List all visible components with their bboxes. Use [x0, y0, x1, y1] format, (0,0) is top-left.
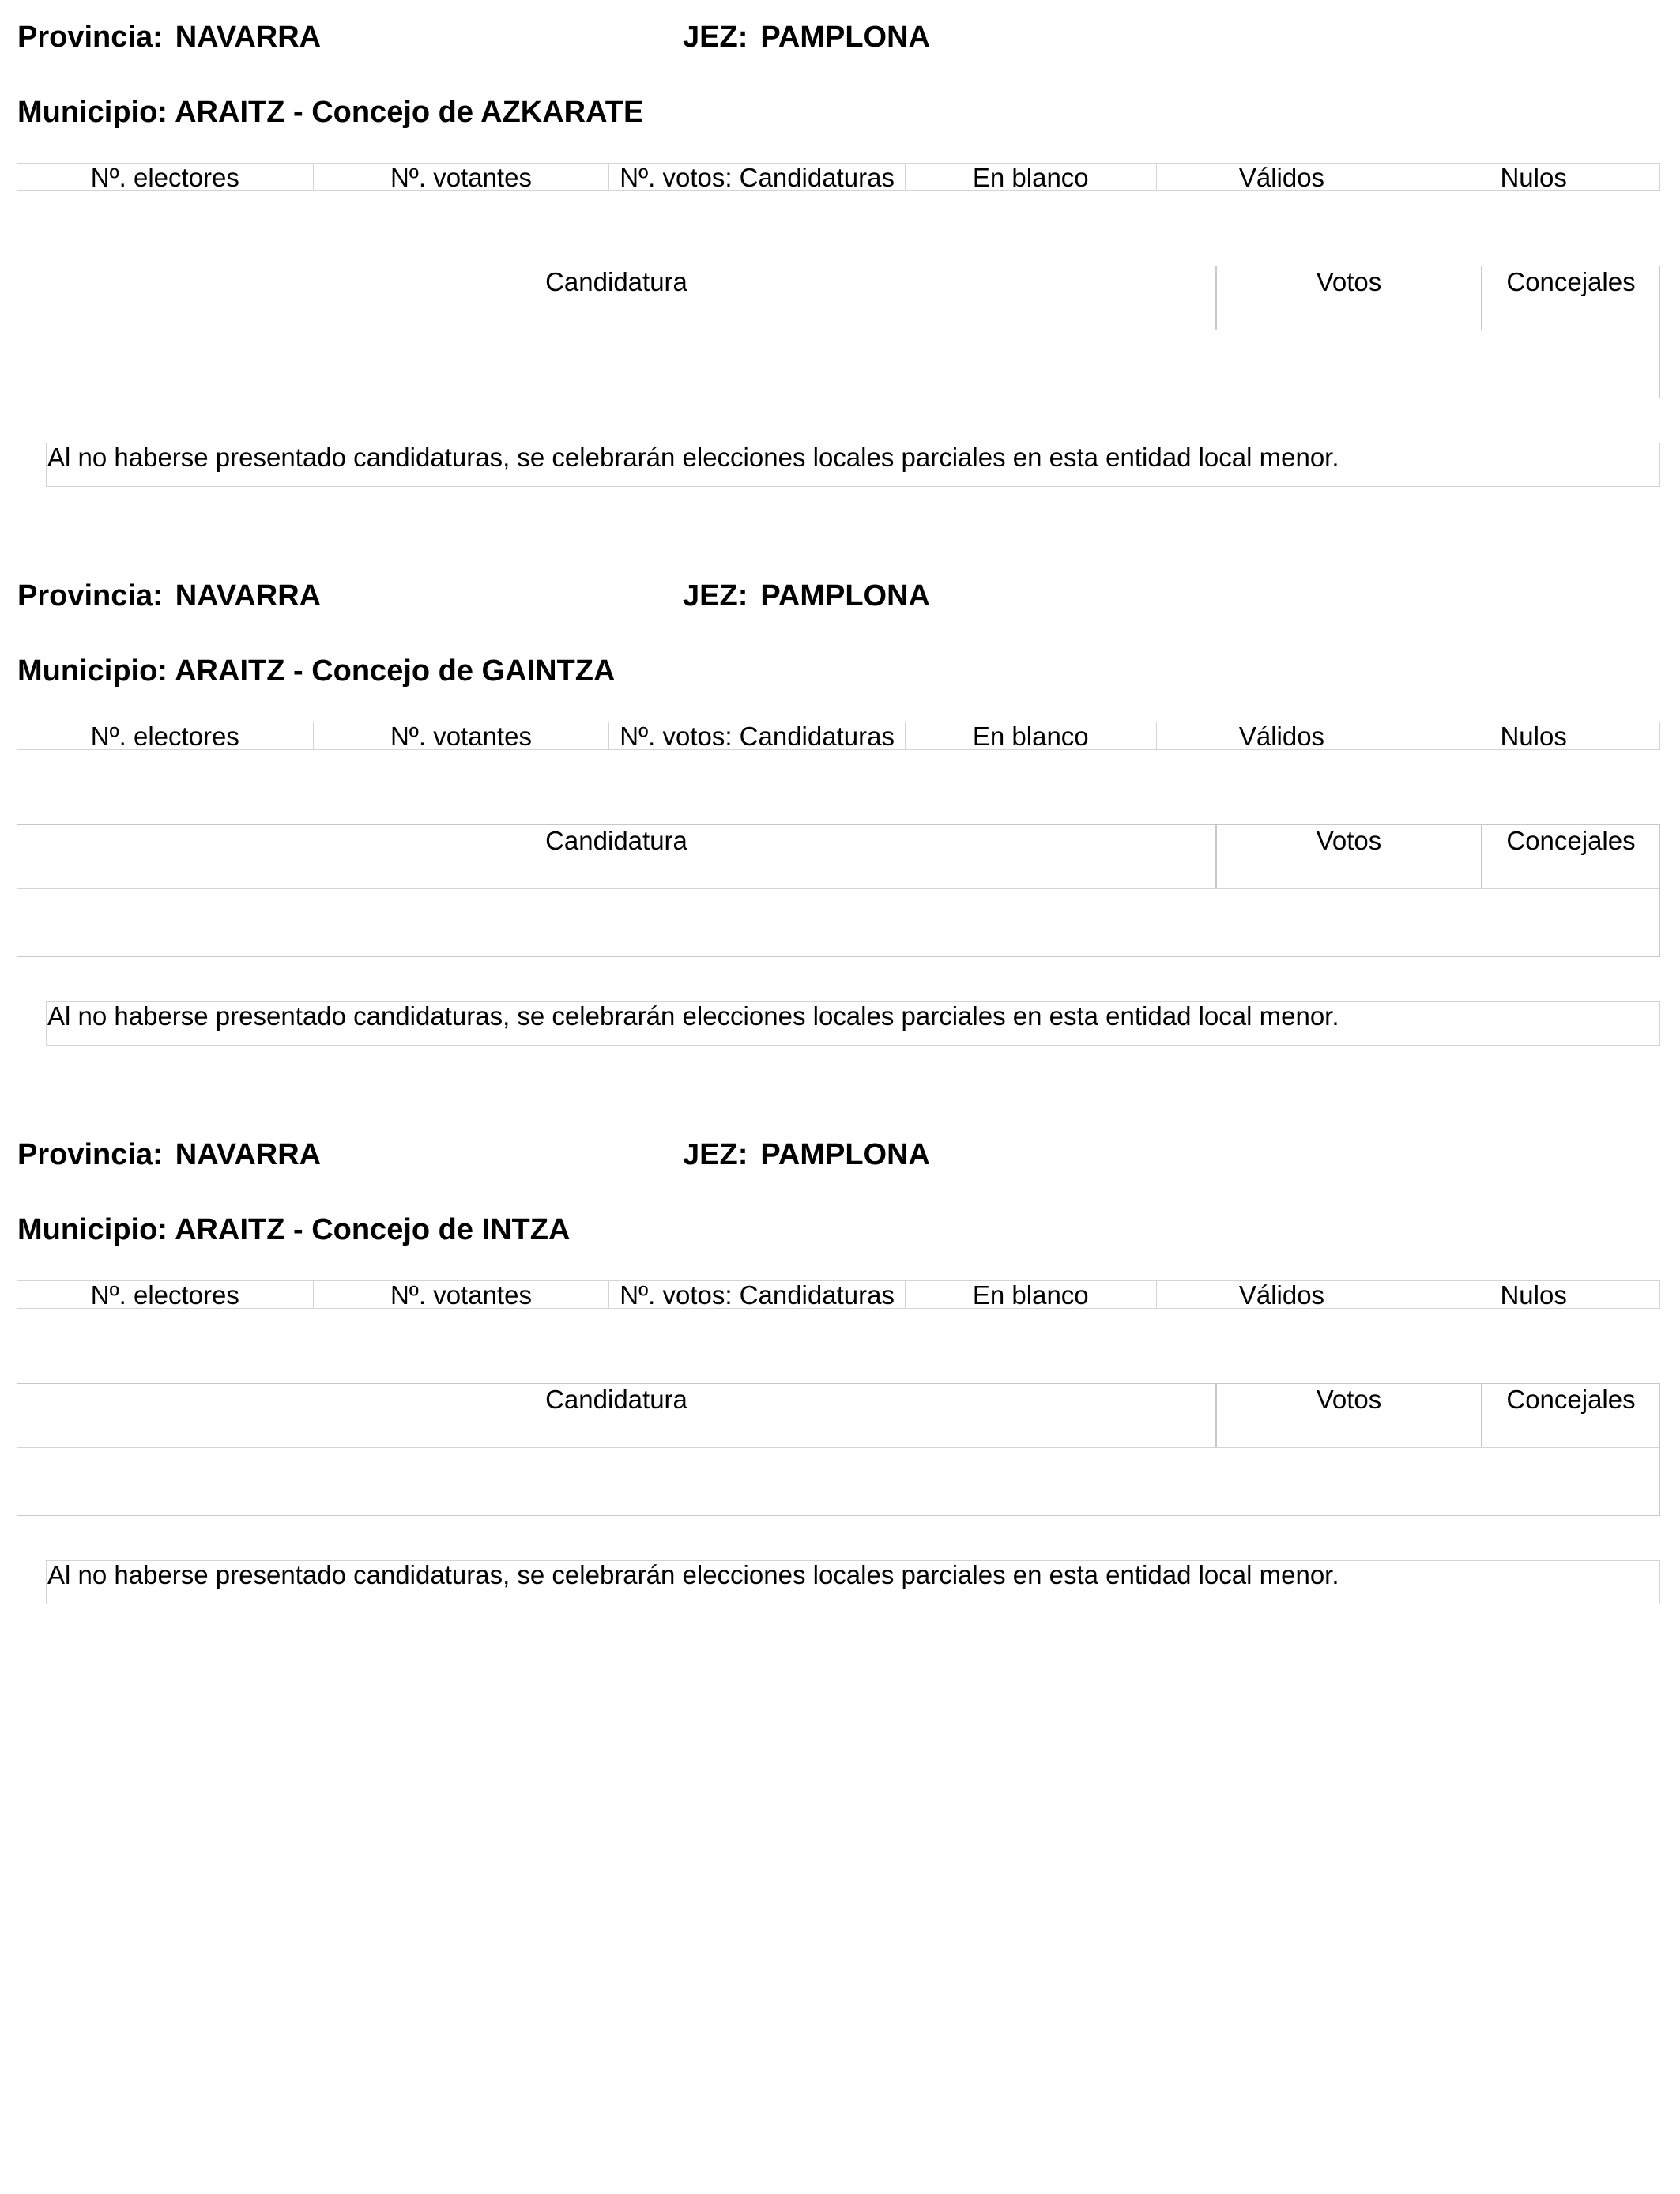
election-section-intza: [0, 1118, 1680, 1623]
jez-value: PAMPLONA: [760, 579, 930, 613]
provincia-heading: [17, 579, 321, 613]
jez-heading: [683, 579, 930, 613]
jez-label: JEZ:: [683, 1138, 748, 1171]
stats-table-header: [17, 722, 1660, 750]
header-votos-candidaturas: Nº. votos: Candidaturas: [609, 722, 906, 749]
header-concejales: Concejales: [1506, 826, 1636, 855]
no-candidacies-note: Al no haberse presentado candidaturas, se celebrarán elecciones locales parciales en esta entidad local menor.: [46, 1560, 1660, 1604]
header-nulos: Nulos: [1500, 164, 1567, 190]
jez-heading: [683, 20, 930, 55]
header-votos-candidaturas: Nº. votos: Candidaturas: [609, 1281, 906, 1308]
provincia-label: Provincia:: [17, 1138, 163, 1171]
candidaturas-table: [17, 824, 1660, 957]
header-concejales: Concejales: [1506, 267, 1636, 296]
header-electores: Nº. electores: [17, 164, 314, 190]
provincia-value: NAVARRA: [175, 21, 322, 54]
provincia-label: Provincia:: [17, 579, 163, 613]
candidaturas-table-header: [17, 1384, 1659, 1448]
jez-heading: [683, 1137, 930, 1172]
election-section-azkarate: [0, 0, 1680, 506]
municipio-heading: Municipio: ARAITZ - Concejo de AZKARATE: [17, 96, 644, 129]
candidaturas-table: [17, 1383, 1660, 1516]
header-votantes: Nº. votantes: [314, 722, 610, 749]
header-votantes: Nº. votantes: [314, 1281, 610, 1308]
header-en-blanco: En blanco: [906, 1281, 1157, 1308]
header-votos: Votos: [1217, 1384, 1482, 1447]
stats-table-header: [17, 163, 1660, 191]
header-validos: Válidos: [1157, 1281, 1408, 1308]
header-validos: Válidos: [1157, 722, 1408, 749]
jez-label: JEZ:: [683, 21, 748, 54]
header-electores: Nº. electores: [17, 1281, 314, 1308]
header-nulos: Nulos: [1500, 1281, 1567, 1308]
provincia-value: NAVARRA: [175, 579, 322, 613]
no-candidacies-note: Al no haberse presentado candidaturas, se celebrarán elecciones locales parciales en esta entidad local menor.: [46, 443, 1660, 487]
header-concejales: Concejales: [1506, 1385, 1636, 1414]
provincia-heading: [17, 1137, 321, 1172]
header-votos: Votos: [1217, 825, 1482, 888]
header-candidatura: Candidatura: [17, 1384, 1217, 1447]
header-candidatura: Candidatura: [17, 266, 1217, 330]
header-en-blanco: En blanco: [906, 722, 1157, 749]
header-validos: Válidos: [1157, 164, 1408, 190]
election-section-gaintza: [0, 559, 1680, 1065]
provincia-heading: [17, 20, 321, 55]
jez-label: JEZ:: [683, 579, 748, 613]
provincia-label: Provincia:: [17, 21, 163, 54]
jez-value: PAMPLONA: [760, 21, 930, 54]
header-votantes: Nº. votantes: [314, 164, 610, 190]
provincia-value: NAVARRA: [175, 1138, 322, 1171]
header-nulos: Nulos: [1500, 722, 1567, 749]
stats-table-header: [17, 1280, 1660, 1309]
candidaturas-table-header: [17, 825, 1659, 889]
candidaturas-table-header: [17, 266, 1659, 330]
header-votos: Votos: [1217, 266, 1482, 330]
header-candidatura: Candidatura: [17, 825, 1217, 888]
municipio-heading: Municipio: ARAITZ - Concejo de INTZA: [17, 1213, 571, 1246]
header-votos-candidaturas: Nº. votos: Candidaturas: [609, 164, 906, 190]
no-candidacies-note: Al no haberse presentado candidaturas, se celebrarán elecciones locales parciales en esta entidad local menor.: [46, 1001, 1660, 1046]
header-en-blanco: En blanco: [906, 164, 1157, 190]
jez-value: PAMPLONA: [760, 1138, 930, 1171]
candidaturas-table: [17, 266, 1660, 398]
municipio-heading: Municipio: ARAITZ - Concejo de GAINTZA: [17, 654, 616, 688]
header-electores: Nº. electores: [17, 722, 314, 749]
